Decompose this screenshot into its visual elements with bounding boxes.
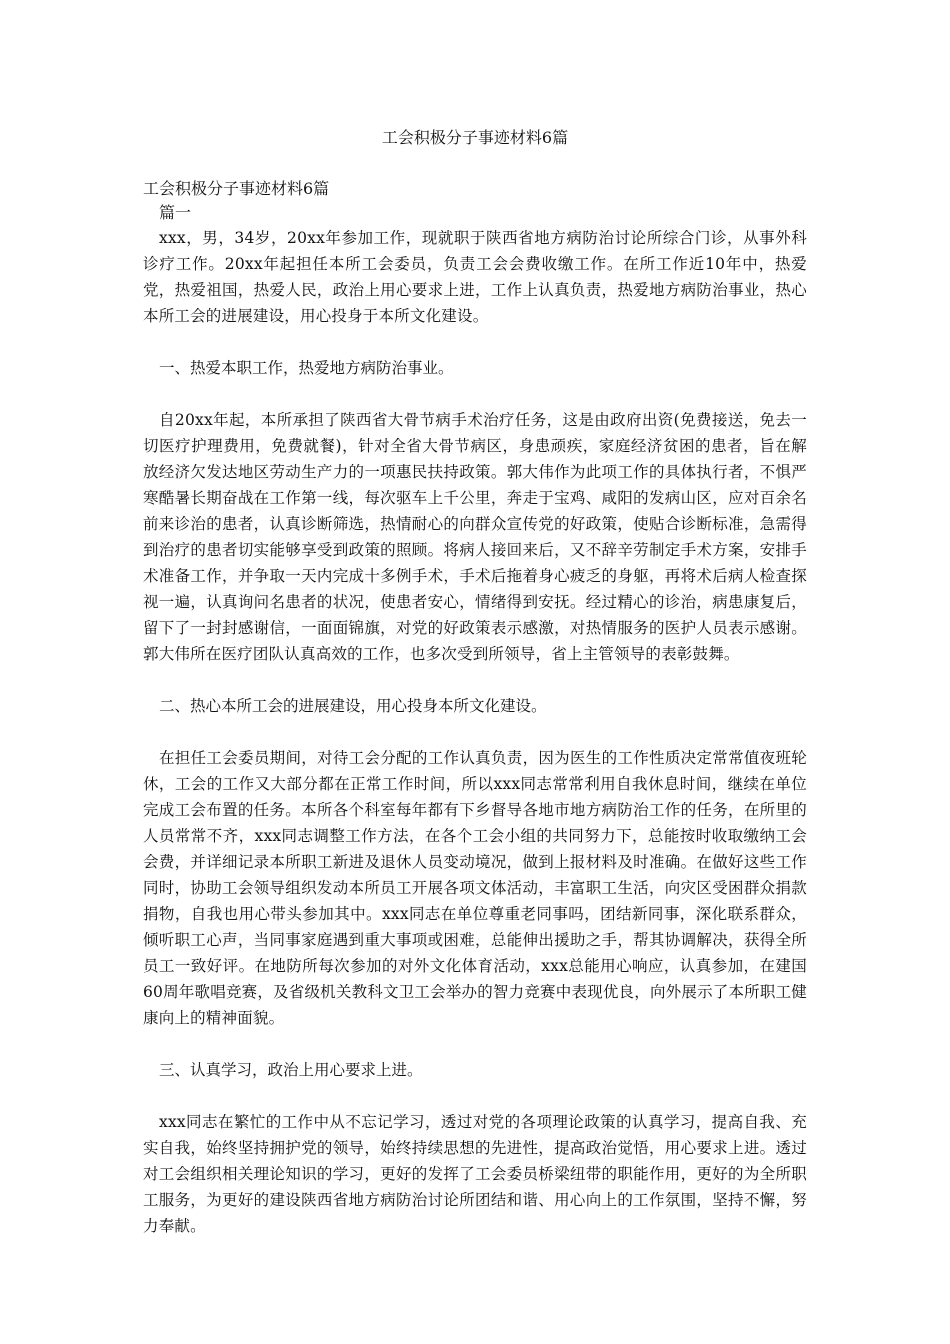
- intro-paragraph: xxx，男，34岁，20xx年参加工作，现就职于陕西省地方病防治讨论所综合门诊，从事外科诊疗工作。20xx年起担任本所工会委员，负责工会会费收缴工作。在所工作近10年中，热爱党，热爱祖国，热爱人民，政治上用心要求上进，工作上认真负责，热爱地方病防治事业，热心本所工会的进展建设，用心投身于本所文化建设。: [143, 229, 807, 325]
- heading-one: 一、热爱本职工作，热爱地方病防治事业。: [159, 359, 454, 377]
- section-label: 篇一: [159, 203, 192, 222]
- paragraph-two: 在担任工会委员期间，对待工会分配的工作认真负责，因为医生的工作性质决定常常值夜班轮休，工会的工作又大部分都在正常工作时间，所以xxx同志常常利用自我休息时间，继续在单位完成工会布置的任务。本所各个科室每年都有下乡督导各地市地方病防治工作的任务，在所里的人员常常不齐，xxx同志调整工作方法，在各个工会小组的共同努力下，总能按时收取缴纳工会会费，并详细记录本所职工新进及退休人员变动境况，做到上报材料及时准确。在做好这些工作同时，协助工会领导组织发动本所员工开展各项文体活动，丰富职工生活，向灾区受困群众捐款捐物，自我也用心带头参加其中。xxx同志在单位尊重老同事吗，团结新同事，深化联系群众，倾听职工心声，当同事家庭遇到重大事项或困难，总能伸出援助之手，帮其协调解决，获得全所员工一致好评。在地防所每次参加的对外文化体育活动，xxx总能用心响应，认真参加，在建国60周年歌唱竞赛，及省级机关教科文卫工会举办的智力竞赛中表现优良，向外展示了本所职工健康向上的精神面貌。: [143, 749, 807, 1027]
- document-subtitle: 工会积极分子事迹材料6篇: [143, 179, 330, 198]
- document-body: [143, 177, 807, 1239]
- document-title: 工会积极分子事迹材料6篇: [381, 128, 569, 147]
- paragraph-three: xxx同志在繁忙的工作中从不忘记学习，透过对党的各项理论政策的认真学习，提高自我、充实自我，始终坚持拥护党的领导，始终持续思想的先进性，提高政治觉悟，用心要求上进。透过对工会组织相关理论知识的学习，更好的发挥了工会委员桥梁纽带的职能作用，更好的为全所职工服务，为更好的建设陕西省地方病防治讨论所团结和谐、用心向上的工作氛围，坚持不懈，努力奉献。: [143, 1113, 807, 1235]
- heading-three: 三、认真学习，政治上用心要求上进。: [159, 1061, 423, 1079]
- heading-two: 二、热心本所工会的进展建设，用心投身本所文化建设。: [159, 697, 547, 715]
- paragraph-one: 自20xx年起，本所承担了陕西省大骨节病手术治疗任务，这是由政府出资(免费接送，免去一切医疗护理费用，免费就餐)，针对全省大骨节病区，身患顽疾，家庭经济贫困的患者，旨在解放经济欠发达地区劳动生产力的一项惠民扶持政策。郭大伟作为此项工作的具体执行者，不惧严寒酷暑长期奋战在工作第一线，每次驱车上千公里，奔走于宝鸡、咸阳的发病山区，应对百余名前来诊治的患者，认真诊断筛选，热情耐心的向群众宣传党的好政策，使贴合诊断标准，急需得到治疗的患者切实能够享受到政策的照顾。将病人接回来后，又不辞辛劳制定手术方案，安排手术准备工作，并争取一天内完成十多例手术，手术后拖着身心疲乏的身躯，再将术后病人检查探视一遍，认真询问名患者的状况，使患者安心，情绪得到安抚。经过精心的诊治，病患康复后，留下了一封封感谢信，一面面锦旗，对党的好政策表示感激，对热情服务的医护人员表示感谢。郭大伟所在医疗团队认真高效的工作，也多次受到所领导，省上主管领导的表彰鼓舞。: [143, 411, 807, 663]
